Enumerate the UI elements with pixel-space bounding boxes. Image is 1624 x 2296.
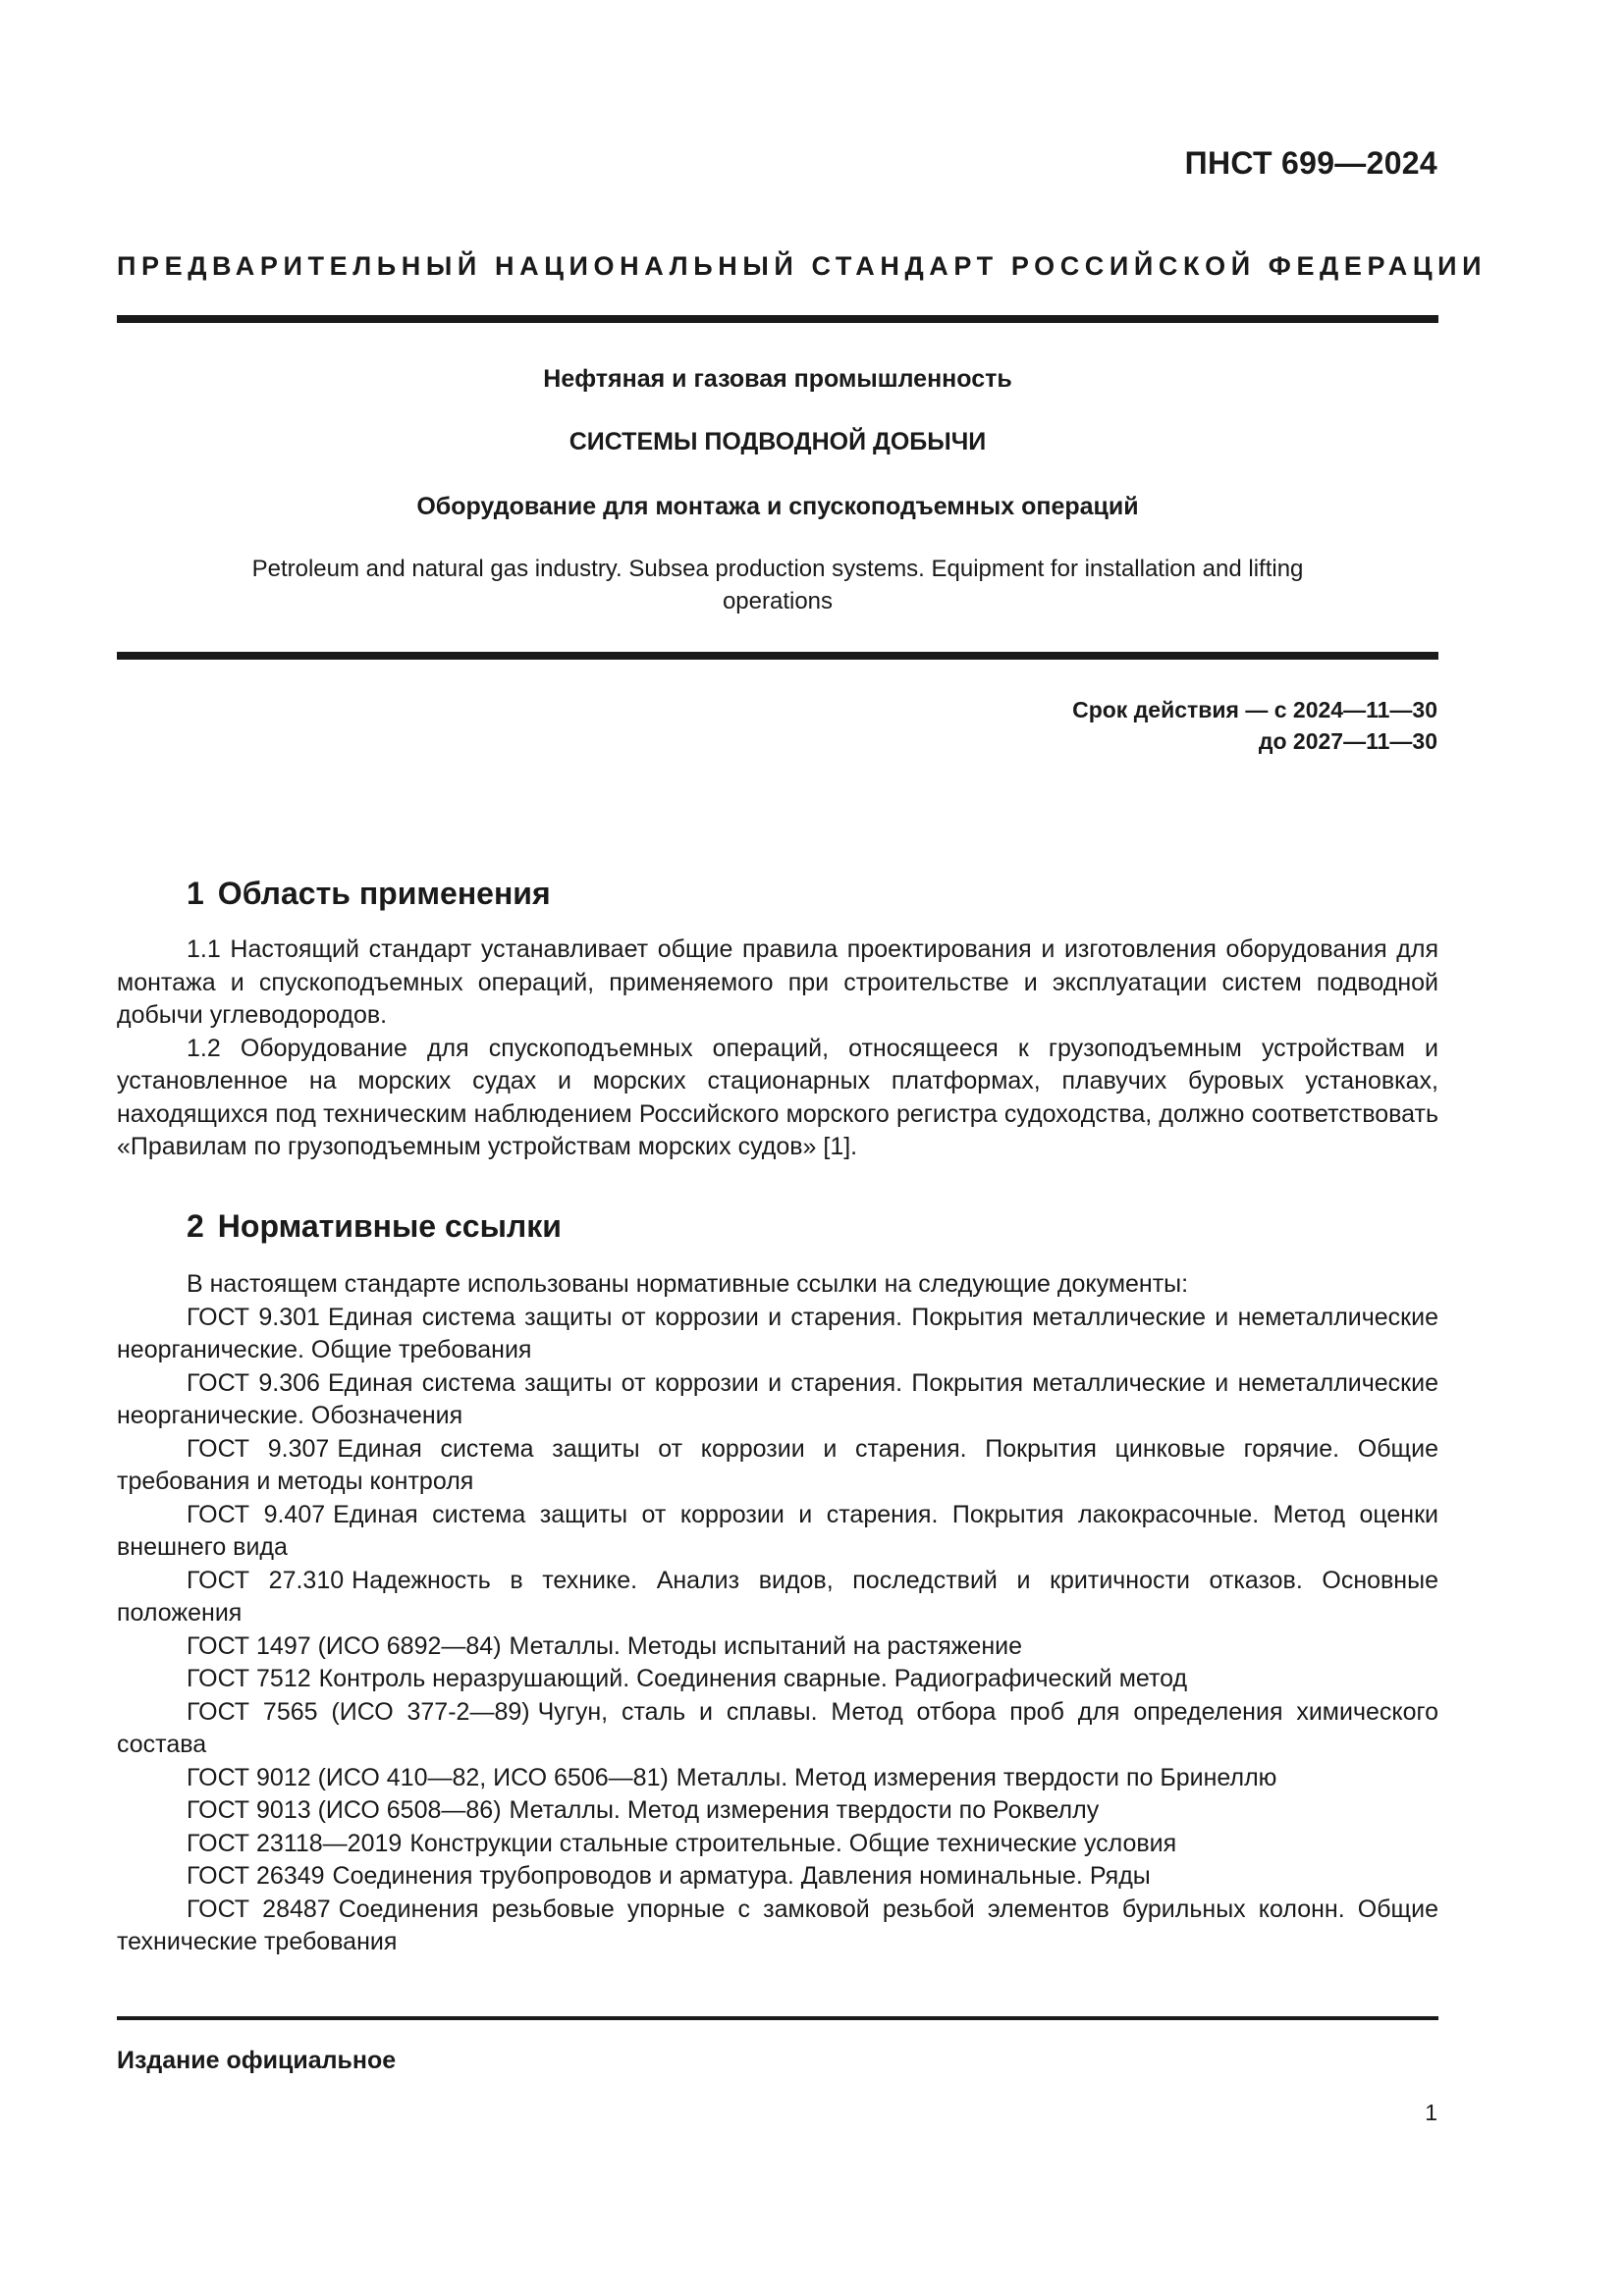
title-subtitle: Оборудование для монтажа и спускоподъемных операций (416, 493, 1139, 520)
title-english: Petroleum and natural gas industry. Subsea production systems. Equipment for installation and lifting operations (251, 556, 1304, 614)
reference-title: Надежность в технике. Анализ видов, последствий и критичности отказов. Основные положения (117, 1566, 1438, 1627)
reference-code: ГОСТ 9.407 (187, 1500, 326, 1528)
reference-item (117, 1499, 1438, 1565)
reference-title: Единая система защиты от коррозии и старения. Покрытия цинковые горячие. Общие требования и методы контроля (117, 1434, 1438, 1495)
reference-item (117, 1565, 1438, 1630)
reference-item (117, 1663, 1438, 1696)
reference-title: Единая система защиты от коррозии и старения. Покрытия лакокрасочные. Метод оценки внешнего вида (117, 1500, 1438, 1561)
section-title: Нормативные ссылки (217, 1208, 562, 1244)
section-number: 2 (187, 1208, 204, 1244)
reference-title: Металлы. Метод измерения твердости по Роквеллу (509, 1796, 1100, 1824)
reference-item (117, 1860, 1438, 1894)
reference-title: Единая система защиты от коррозии и старения. Покрытия металлические и неметаллические неорганические. Общие требования (117, 1303, 1438, 1363)
references-intro: В настоящем стандарте использованы нормативные ссылки на следующие документы: (187, 1270, 1189, 1298)
standard-number: ПНСТ 699—2024 (1184, 145, 1437, 181)
reference-title: Единая система защиты от коррозии и старения. Покрытия металлические и неметаллические неорганические. Обозначения (117, 1368, 1438, 1429)
reference-title: Контроль неразрушающий. Соединения сварные. Радиографический метод (318, 1665, 1188, 1692)
title-rule (117, 652, 1438, 660)
footer-rule (117, 2016, 1438, 2020)
reference-title: Соединения резьбовые упорные с замковой резьбой элементов бурильных колонн. Общие технические требования (117, 1895, 1438, 1955)
reference-code: ГОСТ 9.306 (187, 1368, 320, 1397)
paragraph-1-2: 1.2 Оборудование для спускоподъемных операций, относящееся к грузоподъемным устройствам и установленное на морских судах и морских стационарных платформах, плавучих буровых установках, находящихся под техническим наблюдением Российского морского регистра судоходства, должно соответствовать «Правилам по грузоподъемным устройствам морских судов» [1]. (117, 1034, 1438, 1160)
reference-title: Соединения трубопроводов и арматура. Давления номинальные. Ряды (332, 1862, 1151, 1890)
validity-from: Срок действия — с 2024—11—30 (1072, 697, 1437, 722)
reference-item (117, 1630, 1438, 1664)
validity-period (1072, 694, 1437, 757)
reference-code: ГОСТ 9.301 (187, 1303, 320, 1331)
official-edition-label: Издание официальное (117, 2047, 397, 2074)
header-rule (117, 315, 1438, 323)
reference-item (117, 1762, 1438, 1795)
reference-title: Чугун, сталь и сплавы. Метод отбора проб для определения химического состава (117, 1697, 1438, 1758)
validity-to: до 2027—11—30 (1258, 728, 1437, 754)
reference-item (117, 1794, 1438, 1828)
reference-code: ГОСТ 23118—2019 (187, 1829, 403, 1857)
section-1-body (117, 934, 1438, 1164)
reference-code: ГОСТ 27.310 (187, 1566, 345, 1594)
section-2-heading (187, 1208, 562, 1245)
reference-item (117, 1302, 1438, 1367)
reference-code: ГОСТ 9.307 (187, 1434, 330, 1463)
reference-item (117, 1367, 1438, 1433)
standard-type: ПРЕДВАРИТЕЛЬНЫЙ НАЦИОНАЛЬНЫЙ СТАНДАРТ РОССИЙСКОЙ ФЕДЕРАЦИИ (117, 251, 1488, 281)
reference-code: ГОСТ 9013 (ИСО 6508—86) (187, 1796, 502, 1824)
reference-code: ГОСТ 26349 (187, 1862, 325, 1890)
reference-title: Конструкции стальные строительные. Общие технические условия (409, 1829, 1177, 1857)
section-1-heading (187, 876, 551, 912)
reference-title: Металлы. Метод измерения твердости по Бринеллю (676, 1763, 1277, 1791)
reference-item (117, 1894, 1438, 1959)
paragraph-1-1: 1.1 Настоящий стандарт устанавливает общие правила проектирования и изготовления оборудования для монтажа и спускоподъемных операций, применяемого при строительстве и эксплуатации систем подводной добычи углеводородов. (117, 935, 1438, 1029)
section-2-body (117, 1268, 1438, 1959)
reference-code: ГОСТ 1497 (ИСО 6892—84) (187, 1631, 502, 1660)
reference-code: ГОСТ 9012 (ИСО 410—82, ИСО 6506—81) (187, 1763, 669, 1791)
title-industry: Нефтяная и газовая промышленность (543, 365, 1012, 393)
reference-code: ГОСТ 28487 (187, 1895, 331, 1923)
title-main: СИСТЕМЫ ПОДВОДНОЙ ДОБЫЧИ (568, 428, 987, 455)
reference-item (117, 1696, 1438, 1762)
reference-title: Металлы. Методы испытаний на растяжение (509, 1631, 1023, 1660)
reference-code: ГОСТ 7565 (ИСО 377-2—89) (187, 1697, 530, 1726)
reference-item (117, 1828, 1438, 1861)
section-number: 1 (187, 876, 204, 911)
reference-item (117, 1433, 1438, 1499)
page-number: 1 (1425, 2100, 1437, 2125)
section-title: Область применения (217, 876, 551, 911)
reference-code: ГОСТ 7512 (187, 1665, 311, 1692)
